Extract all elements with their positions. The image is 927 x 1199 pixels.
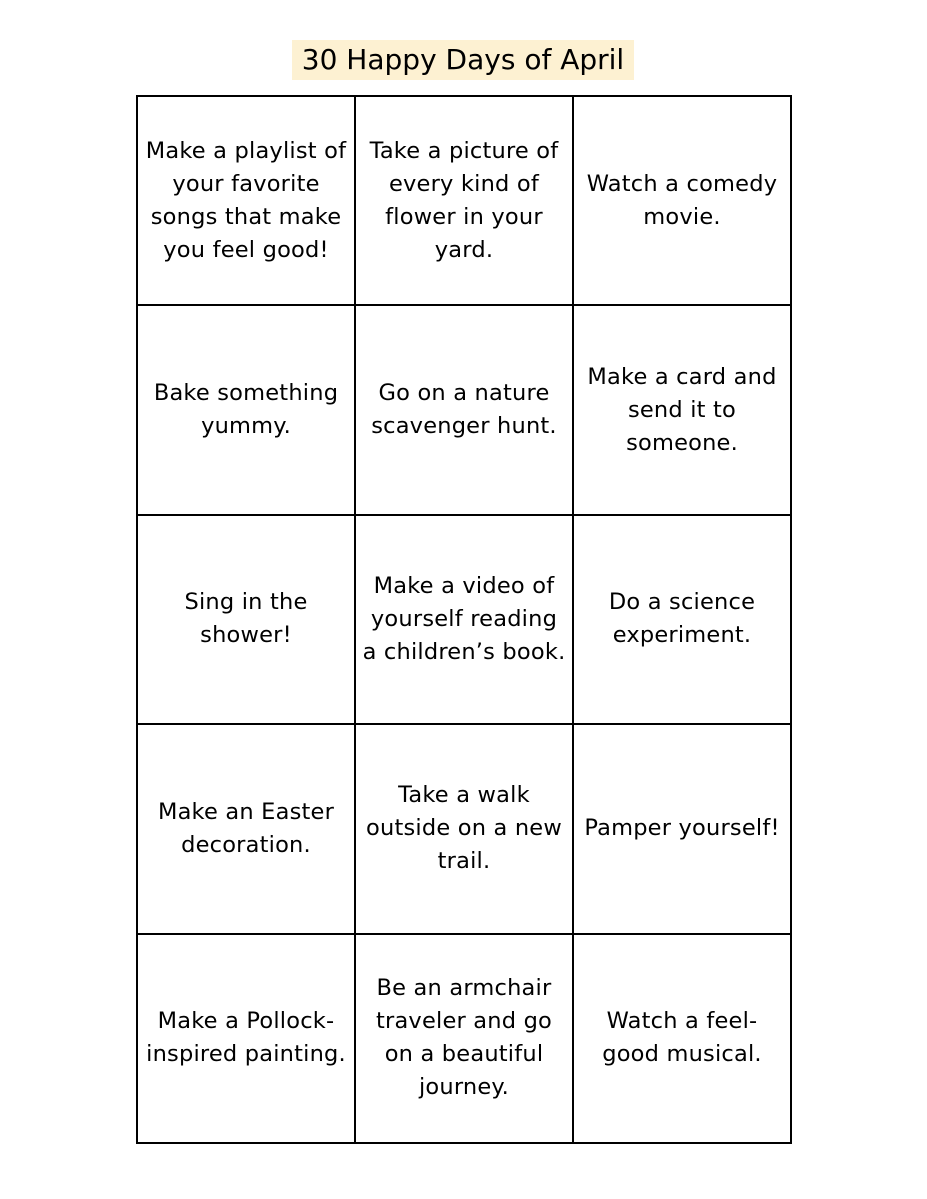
page-title: 30 Happy Days of April [292,40,634,80]
grid-cell [138,306,356,515]
grid-cell [356,306,574,515]
grid-cell [356,97,574,306]
grid-cell [138,516,356,725]
grid-cell [356,516,574,725]
grid-cell [138,725,356,934]
cell-text: Be an armchair traveler and go on a beautiful journey. [375,975,553,1101]
cell-text: Pamper yourself! [584,815,780,842]
cell-text: Make a card and send it to someone. [587,363,777,456]
activity-grid [136,95,792,1144]
grid-cell [574,306,792,515]
cell-text: Bake something yummy. [153,380,339,440]
cell-text: Watch a feel-good musical. [602,1008,762,1068]
cell-text: Watch a comedy movie. [586,170,778,230]
cell-text: Make an Easter decoration. [157,798,335,858]
cell-text: Go on a nature scavenger hunt. [371,380,557,440]
grid-cell [574,935,792,1144]
cell-text: Do a science experiment. [608,589,756,649]
cell-text: Make a video of yourself reading a children’s book. [362,572,566,665]
cell-text: Take a walk outside on a new trail. [366,782,562,875]
grid-cell [356,725,574,934]
grid-cell [356,935,574,1144]
cell-text: Take a picture of every kind of flower in your yard. [369,137,559,263]
cell-text: Make a Pollock-inspired painting. [146,1008,346,1068]
cell-text: Make a playlist of your favorite songs that make you feel good! [145,137,347,263]
grid-cell [574,516,792,725]
grid-cell [574,725,792,934]
grid-cell [138,97,356,306]
grid-cell [138,935,356,1144]
cell-text: Sing in the shower! [184,589,308,649]
grid-cell [574,97,792,306]
